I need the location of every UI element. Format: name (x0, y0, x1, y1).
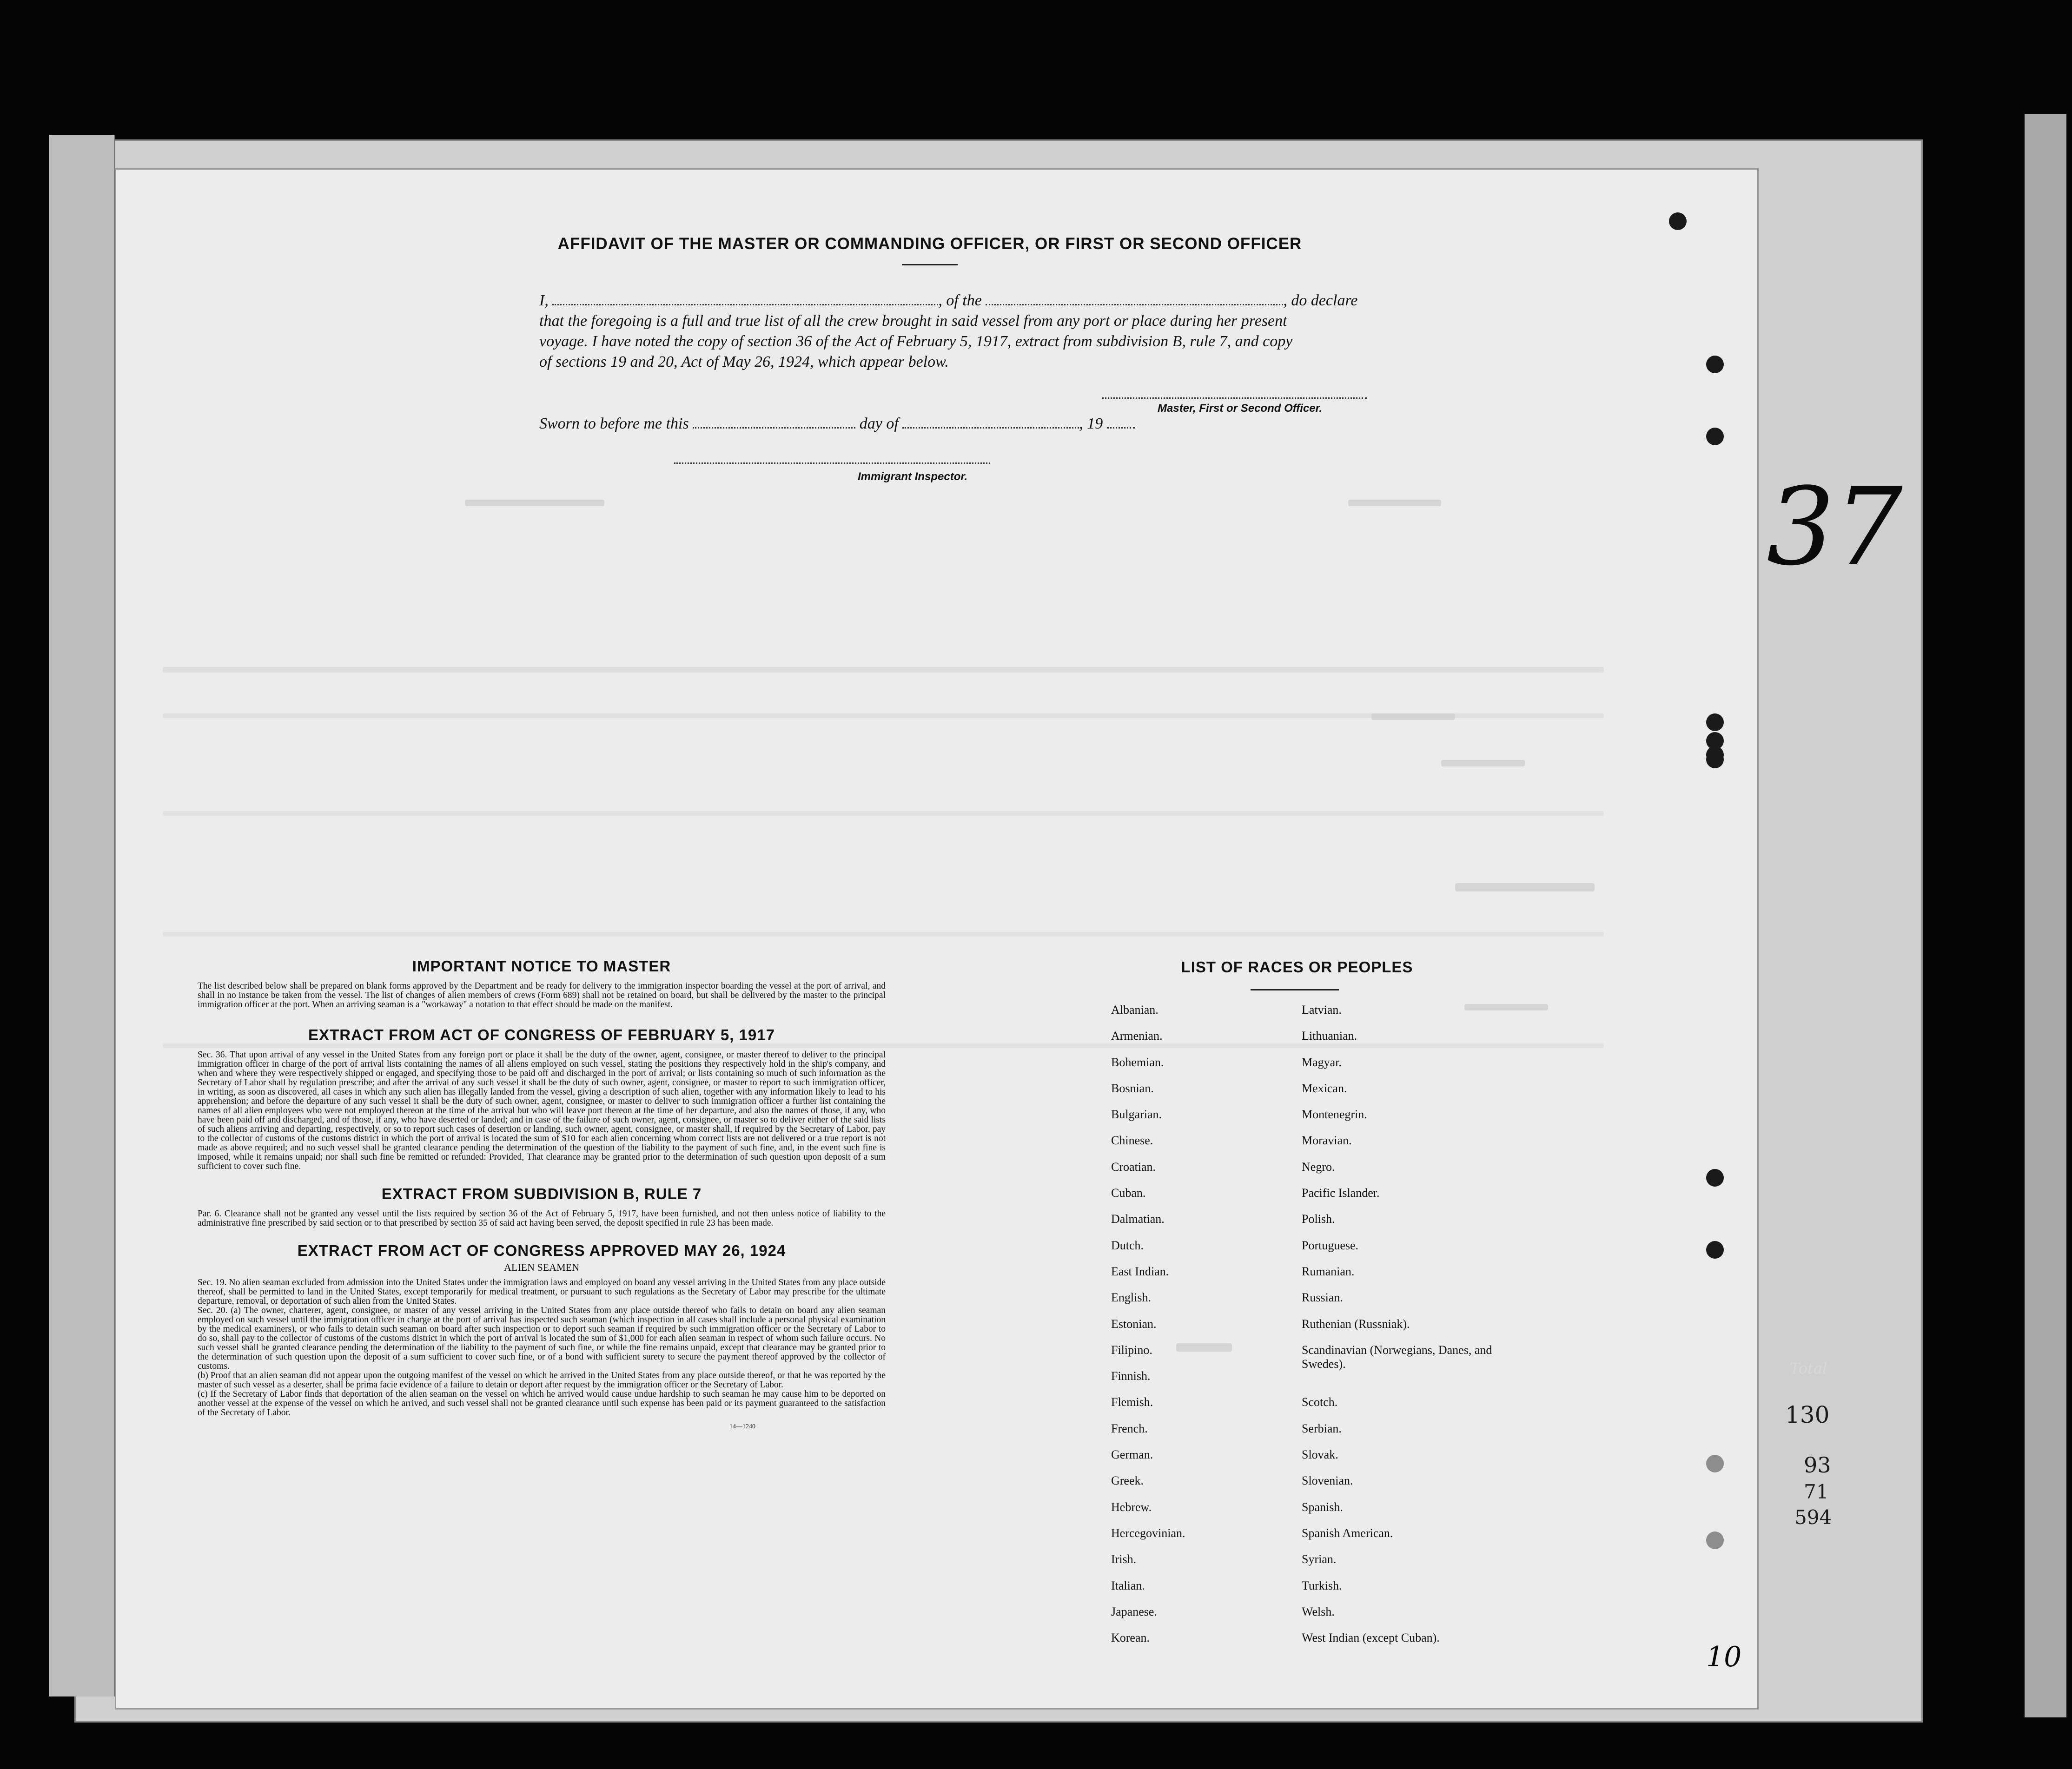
race-name: East Indian. (1111, 1264, 1169, 1278)
race-name: Hebrew. (1111, 1500, 1152, 1514)
race-name: Russian. (1302, 1291, 1343, 1305)
declaration-line: that the foregoing is a full and true list of all the crew brought in said vessel from any port or place during her present (539, 312, 1287, 330)
inspector-signature-line[interactable] (674, 462, 990, 464)
race-row (1111, 1108, 1539, 1134)
form-number: 14—1240 (729, 1423, 755, 1430)
race-row (1111, 1343, 1539, 1369)
punch-hole (1706, 1241, 1724, 1259)
extract-1917-body: Sec. 36. That upon arrival of any vessel in the United States from any foreign port or place it shall be the duty of the owner, agent, consignee, or master thereof to deliver to the principal immigration officer in charge of the port of arrival lists containing the names of all aliens employed on such vessel, stating the positions they respectively hold in the ship's company, and when and where they were respectively shipped or engaged, and specifying those to be paid off and discharged in the port of arrival; or lists containing so much of such information as the Secretary of Labor shall by regulation prescribe; and after the arrival of any such vessel it shall be the duty of such owner, agent, consignee, or master to report to such immigration officer, in writing, as soon as discovered, all cases in which any such alien has illegally landed from the vessel, giving a description of such alien, together with any information likely to lead to his apprehension; and before the departure of any such vessel it shall be the duty of such owner, agent, consignee, or master to deliver to such immigration officer a further list containing the names of all alien employees who were not employed thereon at the time of the arrival but who will leave port thereon at the time of her departure, and also the names of those, if any, who have been paid off and discharged, and of those, if any, who have deserted or landed; and in case of the failure of such owner, agent, consignee, or master so to deliver either of the said lists of such aliens arriving and departing, respectively, or so to report such cases of desertion or landing, such owner, agent, consignee, or master shall, if required by the Secretary of Labor, pay to the collector of customs of the customs district in which the port of arrival is located the sum of $10 for each alien concerning whom correct lists are not delivered or a true report is not made as above required; and no such vessel shall be granted clearance pending the determination of the question of the liability to the payment of such fine, and, in the event such fine is imposed, while it remains unpaid; nor shall such fine be remitted or refunded: Provided, That clearance may be granted prior to the determination of such question upon deposit of a sum sufficient to cover such fine. (198, 1050, 886, 1171)
races-title-rule (1251, 989, 1339, 990)
race-name: Portuguese. (1302, 1238, 1359, 1252)
race-name: Ruthenian (Russniak). (1302, 1317, 1410, 1331)
sworn-line (539, 415, 1135, 433)
race-name: Latvian. (1302, 1003, 1342, 1017)
race-name: Rumanian. (1302, 1264, 1355, 1278)
declaration-of-the: , of the (938, 292, 982, 309)
race-name: Welsh. (1302, 1604, 1335, 1618)
race-name: Italian. (1111, 1578, 1145, 1592)
punch-hole (1706, 751, 1724, 768)
master-signature-line[interactable] (1102, 397, 1367, 399)
race-name: Chinese. (1111, 1134, 1153, 1148)
handwritten-corner-mark: 10 (1706, 1641, 1742, 1673)
punch-hole (1669, 212, 1687, 230)
extract-1924-title: EXTRACT FROM ACT OF CONGRESS APPROVED MAY 26, 1924 (297, 1242, 786, 1259)
race-name: Slovenian. (1302, 1474, 1353, 1488)
race-row (1111, 1474, 1539, 1500)
race-name: Montenegrin. (1302, 1108, 1367, 1122)
race-row (1111, 1186, 1539, 1212)
race-name: Bulgarian. (1111, 1108, 1162, 1122)
punch-hole (1706, 1169, 1724, 1187)
race-name: Dutch. (1111, 1238, 1144, 1252)
race-row (1111, 1317, 1539, 1343)
sworn-month-blank[interactable] (902, 416, 1079, 429)
race-row (1111, 1605, 1539, 1631)
race-name: Serbian. (1302, 1421, 1342, 1435)
race-row (1111, 1552, 1539, 1578)
race-name: Hercegovinian. (1111, 1526, 1185, 1540)
sworn-day-of: day of (859, 415, 899, 432)
race-name: Greek. (1111, 1474, 1144, 1488)
extract-rule7-title: EXTRACT FROM SUBDIVISION B, RULE 7 (381, 1185, 702, 1202)
race-row (1111, 1448, 1539, 1474)
extract-1917-title: EXTRACT FROM ACT OF CONGRESS OF FEBRUARY 5, 1917 (308, 1026, 775, 1043)
race-name: Finnish. (1111, 1369, 1151, 1383)
race-name: Albanian. (1111, 1003, 1158, 1017)
race-name: French. (1111, 1421, 1148, 1435)
race-row (1111, 1003, 1539, 1029)
handwritten-number: 130 (1785, 1401, 1830, 1428)
race-name: Bohemian. (1111, 1055, 1164, 1069)
race-row (1111, 1265, 1539, 1291)
declaration-do-declare: , do declare (1283, 292, 1358, 309)
race-name: German. (1111, 1448, 1153, 1462)
declaration-text (539, 290, 1399, 372)
race-name: Syrian. (1302, 1552, 1337, 1566)
race-row (1111, 1239, 1539, 1265)
race-row (1111, 1395, 1539, 1421)
race-name: Scandinavian (Norwegians, Danes, and Swedes). (1302, 1343, 1492, 1371)
race-name: Japanese. (1111, 1604, 1157, 1618)
left-page-edge (49, 135, 115, 1696)
vessel-blank[interactable] (986, 293, 1283, 305)
alien-seamen-subtitle: ALIEN SEAMEN (504, 1261, 579, 1273)
race-name: Flemish. (1111, 1395, 1153, 1409)
race-name: Bosnian. (1111, 1081, 1154, 1095)
race-row (1111, 1082, 1539, 1108)
race-name: Mexican. (1302, 1081, 1347, 1095)
race-row (1111, 1212, 1539, 1238)
race-row (1111, 1526, 1539, 1552)
race-row (1111, 1631, 1539, 1657)
race-row (1111, 1291, 1539, 1317)
handwritten-number: 594 (1794, 1506, 1832, 1529)
sec19-text: Sec. 19. No alien seaman excluded from admission into the United States under the immigration laws and employed on board any vessel arriving in the United States from any place outside thereof, shall be permitted to land in the United States, except temporarily for medical treatment, or pursuant to such regulations as the Secretary of Labor may prescribe for the ultimate departure, removal, or deportation of such alien from the United States. (198, 1278, 886, 1306)
handwritten-page-number: 37 (1767, 465, 1903, 589)
sec20a-text: Sec. 20. (a) The owner, charterer, agent, consignee, or master of any vessel arriving in the United States from any place outside thereof who fails to detain on board any alien seaman employed on such vessel until the immigration officer in charge at the port of arrival has inspected such seaman (which inspection in all cases shall include a personal physical examination by the medical examiners), or who fails to detain such seaman on board after such inspection or to deport such seaman if required by such immigration officer or the Secretary of Labor to do so, shall pay to the collector of customs of the customs district in which the port of arrival is located the sum of $1,000 for each alien seaman in respect of whom such failure occurs. No such vessel shall be granted clearance pending the determination of the liability to the payment of such fine, or while the fine remains unpaid, except that clearance may be granted prior to the determination of such question upon the deposit of a sum sufficient to cover such fine, or of a bond with sufficient surety to secure the payment thereof approved by the collector of customs. (198, 1306, 886, 1371)
races-list (1111, 1003, 1539, 1657)
punch-hole (1706, 428, 1724, 445)
handwritten-total-label: Total (1790, 1360, 1827, 1377)
notice-body: The list described below shall be prepared on blank forms approved by the Department and be ready for delivery to the immigration inspector boarding the vessel at the port of arrival, and shall in no instance be taken from the vessel. The list of changes of alien members of crews (Form 689) shall not be retained on board, but shall be delivered by the master to the principal immigration officer at the port. When an arriving seaman is a "workaway" a notation to that effect should be made on the manifest. (198, 981, 886, 1010)
race-name: Dalmatian. (1111, 1212, 1165, 1226)
notice-title: IMPORTANT NOTICE TO MASTER (412, 957, 671, 975)
race-name: Turkish. (1302, 1578, 1342, 1592)
race-name: West Indian (except Cuban). (1302, 1631, 1440, 1645)
punch-hole (1706, 1455, 1724, 1472)
sec20b-text: (b) Proof that an alien seaman did not appear upon the outgoing manifest of the vessel on which he arrived in the United States from any place outside thereof, or that he was reported by the master of such vessel as a deserter, shall be prima facie evidence of a failure to detain or deport after request by the immigration officer or the Secretary of Labor. (198, 1371, 886, 1390)
race-name: Irish. (1111, 1552, 1137, 1566)
sworn-year-prefix: , 19 (1079, 415, 1103, 432)
race-name: Spanish. (1302, 1500, 1343, 1514)
punch-hole (1706, 713, 1724, 731)
race-row (1111, 1422, 1539, 1448)
right-page-edge (2025, 114, 2066, 1717)
race-name: Lithuanian. (1302, 1029, 1357, 1043)
declaration-i: I, (539, 292, 549, 309)
race-row (1111, 1369, 1539, 1395)
declaration-line: voyage. I have noted the copy of section 36 of the Act of February 5, 1917, extract from subdivision B, rule 7, and copy (539, 333, 1293, 350)
race-row (1111, 1029, 1539, 1055)
sec20c-text: (c) If the Secretary of Labor finds that deportation of the alien seaman on the vessel on which he arrived would cause undue hardship to such seaman he may cause him to be deported on another vessel at the expense of the vessel on which he arrived, and such vessel shall not be granted clearance until such expense has been paid or its payment guaranteed to the satisfaction of the Secretary of Labor. (198, 1389, 886, 1418)
race-row (1111, 1134, 1539, 1160)
race-name: Cuban. (1111, 1186, 1146, 1200)
title-rule (902, 264, 958, 265)
race-row (1111, 1500, 1539, 1526)
name-blank[interactable] (552, 293, 938, 305)
race-name: Armenian. (1111, 1029, 1163, 1043)
race-name: Magyar. (1302, 1055, 1342, 1069)
race-name: Estonian. (1111, 1317, 1157, 1331)
race-name: Filipino. (1111, 1343, 1152, 1357)
race-name: Pacific Islander. (1302, 1186, 1380, 1200)
handwritten-number: 93 (1804, 1452, 1831, 1478)
sworn-text: Sworn to before me this (539, 415, 689, 432)
race-name: Croatian. (1111, 1160, 1156, 1174)
inspector-signature-label: Immigrant Inspector. (858, 470, 968, 483)
extract-rule7-body: Par. 6. Clearance shall not be granted any vessel until the lists required by section 36 of the Act of February 5, 1917, have been furnished, and not then unless notice of liability to the administrative fine prescribed by said section or to that prescribed by section 35 of said act having been served, the deposit specified in rule 23 has been made. (198, 1209, 886, 1228)
races-title: LIST OF RACES OR PEOPLES (1181, 958, 1413, 976)
handwritten-number: 71 (1804, 1480, 1829, 1503)
race-row (1111, 1056, 1539, 1082)
race-row (1111, 1160, 1539, 1186)
race-name: Spanish American. (1302, 1526, 1393, 1540)
race-row (1111, 1579, 1539, 1605)
race-name: Slovak. (1302, 1448, 1338, 1462)
sworn-day-blank[interactable] (693, 416, 855, 429)
master-signature-label: Master, First or Second Officer. (1158, 402, 1323, 415)
race-name: Moravian. (1302, 1134, 1352, 1148)
race-name: English. (1111, 1291, 1151, 1305)
affidavit-title: AFFIDAVIT OF THE MASTER OR COMMANDING OFFICER, OR FIRST OR SECOND OFFICER (557, 235, 1302, 253)
race-name: Polish. (1302, 1212, 1335, 1226)
punch-hole (1706, 356, 1724, 373)
race-name: Korean. (1111, 1631, 1150, 1645)
declaration-line: of sections 19 and 20, Act of May 26, 1924, which appear below. (539, 353, 949, 370)
race-name: Scotch. (1302, 1395, 1338, 1409)
race-name: Negro. (1302, 1160, 1335, 1174)
punch-hole (1706, 1531, 1724, 1549)
notices-column (198, 957, 886, 1431)
sworn-year-blank[interactable] (1107, 416, 1135, 429)
